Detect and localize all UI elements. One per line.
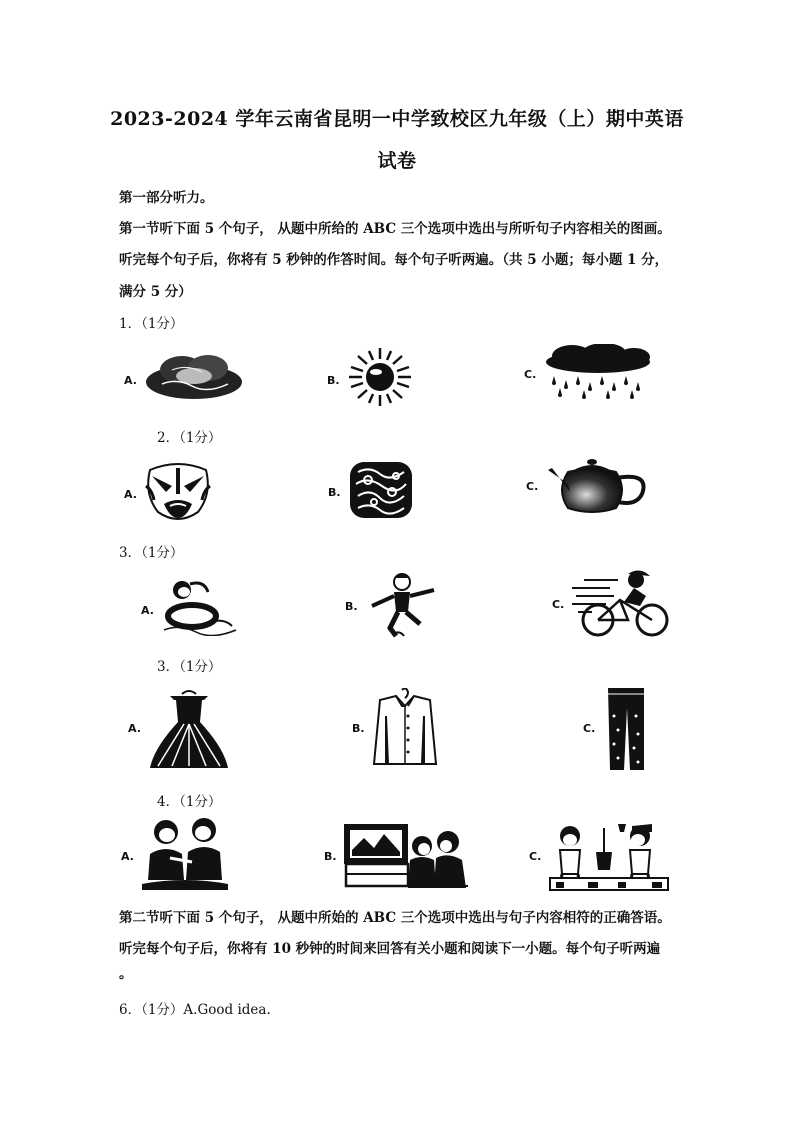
sun-icon xyxy=(345,346,415,408)
q5-option-b: B. xyxy=(324,850,337,863)
q4-option-b: B. xyxy=(352,722,365,735)
section1-instruction-line2: 听完每个句子后，你将有 5 秒钟的作答时间。每个句子听两遍。（共 5 小题；每小题 1 分， xyxy=(119,252,669,268)
section2-instruction-line3: 。 xyxy=(119,966,133,982)
q3-option-c: C. xyxy=(552,598,565,611)
q5-option-a: A. xyxy=(121,850,134,863)
shirt-icon xyxy=(372,688,438,768)
opera-mask-icon xyxy=(142,460,214,524)
q5-option-c: C. xyxy=(529,850,542,863)
q1-option-a: A. xyxy=(124,374,137,387)
q2-option-b: B. xyxy=(328,486,341,499)
q2-option-c: C. xyxy=(526,480,539,493)
lab-icon xyxy=(548,822,670,892)
exam-title-line1: 2023-2024 学年云南省昆明一中学致校区九年级（上）期中英语 xyxy=(110,108,684,130)
cloud-icon xyxy=(142,350,246,402)
part-heading: 第一部分听力。 xyxy=(119,190,214,206)
exam-title-line2: 试卷 xyxy=(377,150,417,172)
question-6-text: 6．（1分）A.Good idea. xyxy=(119,1002,271,1018)
cyclist-icon xyxy=(570,568,676,638)
question-3-label: 3．（1分） xyxy=(119,545,184,561)
q3-option-b: B. xyxy=(345,600,358,613)
swimmer-icon xyxy=(160,578,240,636)
knot-icon xyxy=(346,458,416,522)
question-1-label: 1．（1分） xyxy=(119,316,184,332)
q4-option-c: C. xyxy=(583,722,596,735)
tv-watching-icon xyxy=(342,820,470,890)
q1-option-c: C. xyxy=(524,368,537,381)
q2-option-a: A. xyxy=(124,488,137,501)
section1-instruction-line1: 第一节听下面 5 个句子， 从题中所给的 ABC 三个选项中选出与所听句子内容相关的图画。 xyxy=(119,221,671,237)
trousers-icon xyxy=(604,686,648,772)
question-2-label: 2．（1分） xyxy=(157,430,222,446)
teapot-icon xyxy=(546,456,654,514)
section2-instruction-line1: 第二节听下面 5 个句子， 从题中所始的 ABC 三个选项中选出与句子内容相符的正确答语。 xyxy=(119,910,671,926)
question-4-label: 3．（1分） xyxy=(157,659,222,675)
section1-instruction-line3: 满分 5 分） xyxy=(119,284,192,300)
section2-instruction-line2: 听完每个句子后，你将有 10 秒钟的时间来回答有关小题和阅读下一小题。每个句子听两遍 xyxy=(119,941,661,957)
question-5-label: 4．（1分） xyxy=(157,794,222,810)
rain-cloud-icon xyxy=(542,344,654,400)
skater-icon xyxy=(364,570,438,640)
q1-option-b: B. xyxy=(327,374,340,387)
dress-icon xyxy=(148,688,230,770)
q3-option-a: A. xyxy=(141,604,154,617)
q4-option-a: A. xyxy=(128,722,141,735)
friends-icon xyxy=(140,814,230,890)
